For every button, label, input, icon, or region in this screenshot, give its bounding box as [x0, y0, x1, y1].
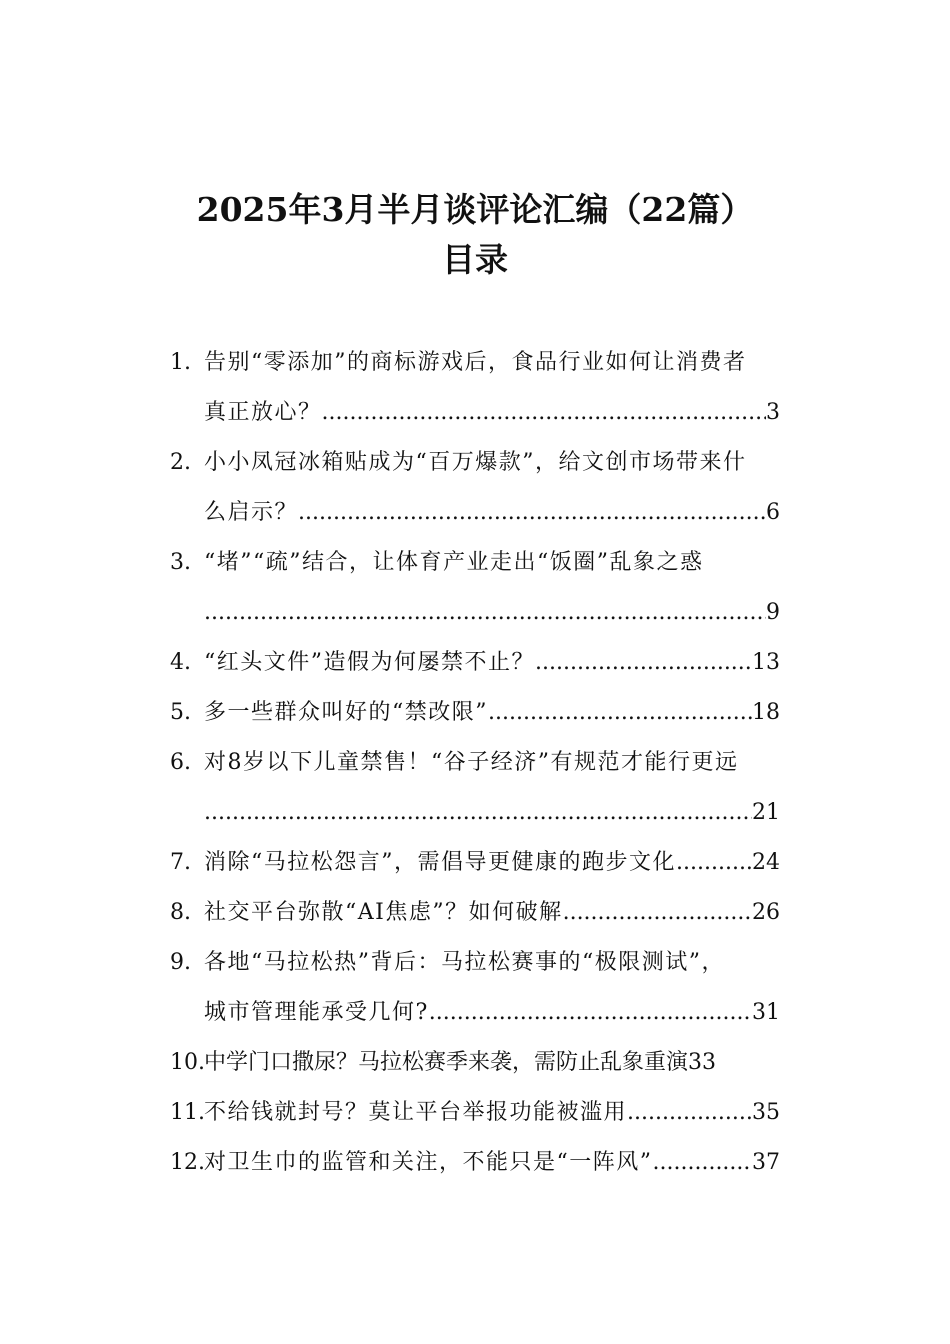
- toc-page-number: 9: [766, 600, 780, 625]
- toc-entry-title-continued: 城市管理能承受几何?: [204, 1000, 429, 1025]
- table-of-contents: [170, 338, 815, 1188]
- toc-page-number: 26: [752, 900, 780, 925]
- toc-entry-number: 1.: [170, 350, 191, 375]
- toc-leader-dots: [204, 588, 766, 638]
- toc-leader-dots: [535, 638, 752, 688]
- toc-entry-number: 7.: [170, 850, 191, 875]
- toc-entry-title: 社交平台弥散“AI焦虑”？如何破解: [204, 900, 563, 925]
- toc-entry-9[interactable]: [170, 938, 815, 1038]
- toc-entry-12[interactable]: [170, 1138, 815, 1188]
- toc-leader-dots: [204, 788, 752, 838]
- toc-leader-dots: [429, 988, 752, 1038]
- toc-page-number: 6: [766, 500, 780, 525]
- toc-entry-number: 5.: [170, 700, 191, 725]
- toc-entry-number: 4.: [170, 650, 191, 675]
- toc-entry-4[interactable]: [170, 638, 815, 688]
- toc-entry-title: 小小凤冠冰箱贴成为“百万爆款”，给文创市场带来什: [204, 450, 747, 475]
- toc-entry-title: 中学门口撒尿？马拉松赛季来袭，需防止乱象重演: [204, 1050, 689, 1075]
- toc-entry-5[interactable]: [170, 688, 815, 738]
- toc-entry-3[interactable]: [170, 538, 815, 638]
- toc-leader-dots: [676, 838, 752, 888]
- toc-entry-number: 11.: [170, 1100, 205, 1125]
- toc-page-number: 24: [752, 850, 780, 875]
- toc-entry-7[interactable]: [170, 838, 815, 888]
- toc-entry-8[interactable]: [170, 888, 815, 938]
- toc-entry-title: 不给钱就封号？莫让平台举报功能被滥用: [204, 1100, 628, 1125]
- toc-entry-title: “堵”“疏”结合，让体育产业走出“饭圈”乱象之惑: [204, 550, 704, 575]
- toc-entry-1[interactable]: [170, 338, 815, 438]
- toc-entry-title-continued: 真正放心？: [204, 400, 322, 425]
- toc-entry-number: 10.: [170, 1050, 205, 1075]
- toc-entry-10[interactable]: [170, 1038, 815, 1088]
- toc-entry-title: 对8岁以下儿童禁售！“谷子经济”有规范才能行更远: [204, 750, 739, 775]
- toc-page-number: 31: [752, 1000, 780, 1025]
- toc-entry-2[interactable]: [170, 438, 815, 538]
- toc-entry-number: 8.: [170, 900, 191, 925]
- toc-page-number: 35: [752, 1100, 780, 1125]
- toc-page-number: 18: [752, 700, 780, 725]
- toc-page-number: 37: [752, 1150, 780, 1175]
- toc-entry-number: 6.: [170, 750, 191, 775]
- toc-page-number: 3: [766, 400, 780, 425]
- toc-leader-dots: [653, 1138, 753, 1188]
- toc-heading: 目录: [442, 240, 508, 279]
- toc-leader-dots: [488, 688, 752, 738]
- toc-entry-11[interactable]: [170, 1088, 815, 1138]
- toc-page-number: 13: [752, 650, 780, 675]
- toc-entry-title: 对卫生巾的监管和关注，不能只是“一阵风”: [204, 1150, 653, 1175]
- toc-leader-dots: [298, 488, 766, 538]
- toc-entry-title: 各地“马拉松热”背后：马拉松赛事的“极限测试”，: [204, 950, 725, 975]
- document-title: 2025年3月半月谈评论汇编（22篇）: [196, 190, 754, 229]
- toc-entry-title: 告别“零添加”的商标游戏后，食品行业如何让消费者: [204, 350, 747, 375]
- toc-entry-title-continued: 么启示？: [204, 500, 299, 525]
- toc-page-number: 21: [752, 800, 780, 825]
- toc-leader-dots: [627, 1088, 752, 1138]
- toc-entry-number: 9.: [170, 950, 191, 975]
- toc-entry-number: 3.: [170, 550, 191, 575]
- toc-entry-number: 2.: [170, 450, 191, 475]
- toc-entry-title: 消除“马拉松怨言”，需倡导更健康的跑步文化: [204, 850, 676, 875]
- toc-leader-dots: [322, 388, 766, 438]
- toc-page-number: 33: [688, 1050, 717, 1075]
- toc-leader-dots: [563, 888, 752, 938]
- toc-entry-number: 12.: [170, 1150, 205, 1175]
- toc-entry-title: 多一些群众叫好的“禁改限”: [204, 700, 488, 725]
- toc-entry-6[interactable]: [170, 738, 815, 838]
- toc-entry-title: “红头文件”造假为何屡禁不止？: [204, 650, 535, 675]
